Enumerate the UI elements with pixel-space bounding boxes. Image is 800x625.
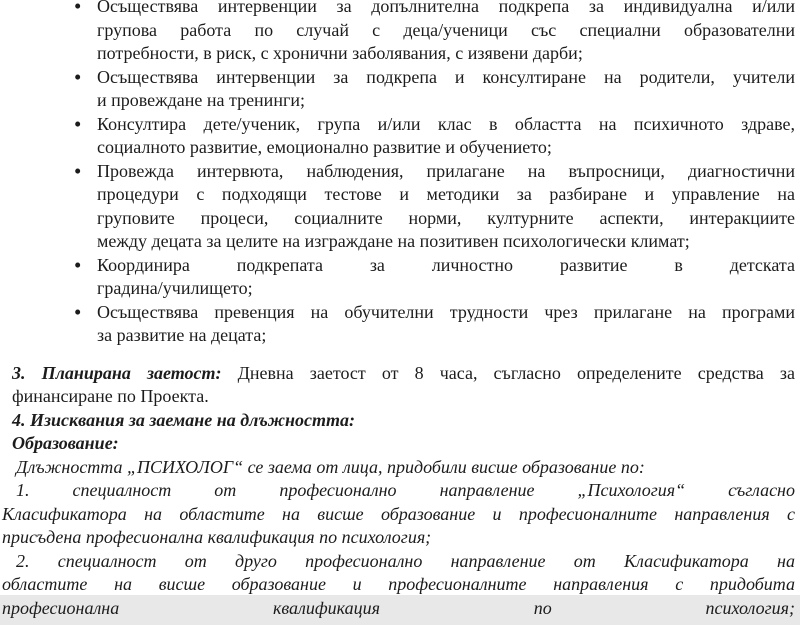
- numbered-item-2: [2, 550, 795, 621]
- text-line: груповите процеси, социалните норми, културните аспекти, интеракциите: [97, 207, 795, 228]
- bullet-item: [12, 301, 795, 348]
- education-label: Образование:: [12, 433, 119, 453]
- bullet-icon: •: [74, 252, 82, 277]
- bullet-icon: •: [74, 299, 82, 324]
- text-line: Осъществява превенция на обучителни трудности чрез прилагане на програми: [97, 301, 795, 322]
- bullet-icon: •: [74, 111, 82, 136]
- text-line: 2. специалност от друго професионално направление от Класификатора на: [16, 550, 795, 571]
- text-line: Консултира дете/ученик, група и/или клас в областта на психичното здраве,: [97, 113, 795, 134]
- text-line: Координира подкрепата за личностно развитие в детската: [97, 254, 795, 275]
- bullet-icon: •: [74, 158, 82, 183]
- text-line: Осъществява интервенции за допълнителна подкрепа за индивидуална и/или: [97, 0, 795, 16]
- section-heading-requirements: 4. Изисквания за заемане на длъжността:: [12, 409, 356, 430]
- text-line: финансиране по Проекта.: [12, 386, 209, 406]
- text-line: градина/училището;: [97, 278, 253, 298]
- text-line: [12, 362, 795, 386]
- text-line: Осъществява интервенции за подкрепа и консултиране на родители, учители: [97, 66, 795, 87]
- text-line: между децата за целите на изграждане на позитивен психологически климат;: [97, 231, 690, 251]
- text-line: професионална квалификация по психология;: [2, 597, 795, 618]
- text-line: Провежда интервюта, наблюдения, прилагане на въпросници, диагностични: [97, 160, 795, 181]
- bullet-icon: •: [74, 0, 82, 18]
- text-line: Класификатора на областите на висше образование и професионалните направления с: [2, 503, 795, 524]
- text-line: областите на висше образование и професионалните направления с придобита: [2, 574, 795, 594]
- text-line: 1. специалност от професионално направление „Психология“ съгласно: [16, 480, 795, 500]
- text-line: и провеждане на тренинги;: [97, 90, 305, 110]
- bullet-item: [12, 113, 795, 160]
- paragraph-planned-employment: [12, 362, 795, 409]
- text-line: социалното развитие, емоционално развитие и обучението;: [97, 137, 552, 157]
- text-line: за развитие на децата;: [97, 325, 267, 345]
- bullet-item: [12, 66, 795, 113]
- paragraph-label: 3. Планирана заетост:: [12, 362, 222, 383]
- text-line: групова работа по случай с деца/ученици със специални образователни: [97, 19, 795, 40]
- bullet-icon: •: [74, 64, 82, 89]
- paragraph-text: Дневна заетост от 8 часа, съгласно определените средства за: [221, 362, 795, 383]
- numbered-item-1: [2, 479, 795, 550]
- bullet-item: [12, 160, 795, 254]
- intro-line: Длъжността „ПСИХОЛОГ“ се заема от лица, придобили висше образование по:: [16, 456, 645, 477]
- text-line: потребности, в риск, с хронични заболявания, с изявени дарби;: [97, 43, 583, 63]
- bullet-item: [12, 0, 795, 66]
- text-line: процедури с подходящи тестове и методики за разбиране и управление на: [97, 184, 795, 204]
- bullet-item: [12, 254, 795, 301]
- text-line: присъдена професионална квалификация по психология;: [2, 527, 432, 547]
- education-details: [2, 456, 795, 621]
- bullet-list: [12, 0, 795, 348]
